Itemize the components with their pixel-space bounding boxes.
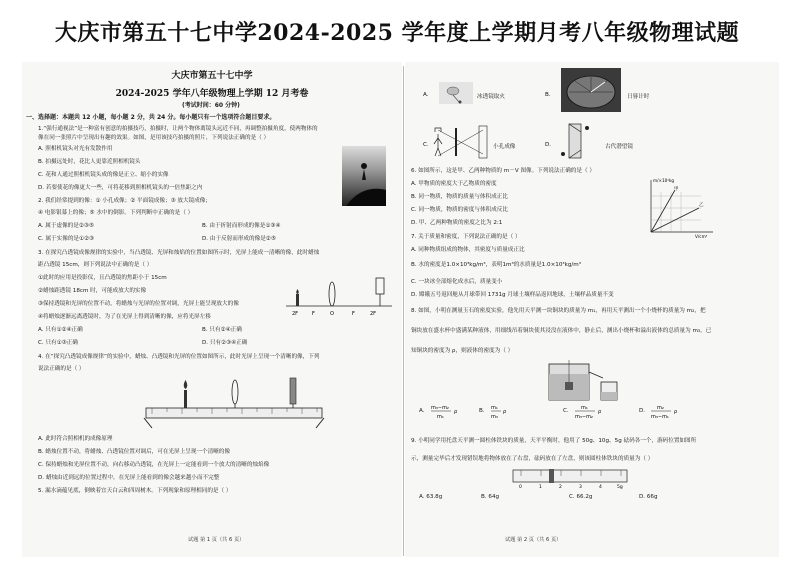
section-heading: 一、选择题：本题共 12 小题，每小题 2 分，共 24 分。每小题只有一个选项符合题目要求。 [26,114,276,121]
q1-line-2: 像在同一张照片中呈现出有趣的效果。如图，是用该技巧拍摄的照片，下列说法正确的是（ ） [38,135,270,141]
q8-option-a-formula [429,402,473,422]
q5-option-b-label: 日晷计时 [627,94,650,100]
q8-option-a: A. [419,408,425,414]
q3-line-1: 3. 在探究凸透镜成像规律的实验中，当凸透镜、光屏和烛焰的位置如图所示时，光屏上能成一清晰的像，此时蜡烛 [38,250,320,256]
svg-text:m₃: m₃ [491,414,498,420]
q1-photo [342,146,386,206]
q7-line: 7. 关于质量和密度，下列说法正确的是（ ） [411,234,521,240]
svg-text:ρ: ρ [598,409,602,415]
q9-option-c: C. 66.2g [569,494,593,500]
q4-option-c: C. 保持蜡烛和光屏位置不动，向右移动凸透镜，在光屏上一定能看到一个放大的清晰的烛焰像 [38,462,270,468]
q3-option-c: C. 只有①③正确 [38,340,78,346]
q8-overflow-cup-diagram [545,358,645,404]
svg-text:4: 4 [599,485,602,490]
q5-option-d-image [555,122,599,162]
q5-option-a-label: 冰透镜取火 [477,94,505,100]
svg-text:F: F [352,311,355,317]
q4-option-a: A. 此时符合照相机的成像原理 [38,436,113,442]
q3-line-2: 距凸透镜 15cm，则下列说法中正确的是（ ） [38,262,153,268]
q4-line-1: 4. 在“探究凸透镜成像规律”的实验中，蜡烛、凸透镜和光屏的位置如图所示，此时光屏上呈现一个清晰的像，下列 [38,354,320,360]
q8-option-c-formula [573,402,617,422]
q5-option-c-letter: C. [423,142,429,148]
q2-option-b: B. 由于折射而形成的像是①③④ [202,223,281,229]
svg-text:2F: 2F [370,311,377,317]
q1-option-d: D. 若要使花的像更大一些，可将花移到照相机镜头的一倍焦距之内 [38,185,203,191]
q2-line-1: 2. 我们经常提到的像：① 小孔成像；② 平面镜成像；③ 放大镜成像； [38,198,211,204]
svg-text:5g: 5g [617,485,623,490]
q7-option-d: D. 嫦娥五号返回舱从月球带回 1731g 月球土壤样品返回地球，土壤样品质量不变 [411,292,614,298]
svg-text:F: F [312,311,315,317]
graph-series-jia: 甲 [674,187,679,192]
q1-option-c: C. 花和人通过照相机镜头成的像是正立、缩小的实像 [38,172,169,178]
svg-text:2F: 2F [292,311,299,317]
q8-line-2: 铜块放在盛水杯中盛满某种液体，用细线吊着铜块使其浸没在液体中，静止后，测出小烧杯和溢出液体的总质量为 m₃，已 [411,328,712,334]
q7-option-b: B. 水的密度是1.0×10³kg/m³，表明1m³的水质量是1.0×10³kg/m³ [411,262,581,268]
q5-line: 5. 漏水滴蕴见底，倒映着宜天白云和四周树木。下列现象和原理相同的是（ ） [38,488,232,494]
q8-line-3: 知铜块的密度为 ρ，则液体的密度为（ ） [411,348,514,354]
q2-option-c: C. 属于实像的是①②③ [38,236,95,242]
q1-option-a: A. 照相机镜头对光有发散作用 [38,146,113,152]
q1-line-1: 1.“强行通视法”是一种富有创意的拍摄技巧，拍摄时，让两个物体离镜头远近不同，再调整拍摄角度，使两物体的 [38,126,318,132]
school-name: 大庆市第五十七中学 [171,71,253,81]
graph-x-label: V/cm³ [695,234,708,238]
svg-text:m₃−m₂: m₃−m₂ [431,405,449,411]
q5-option-a-image [439,82,473,104]
q3-item-3: ③保持透镜和光屏的位置不动，将蜡烛与光屏的位置对调，光屏上能呈现放大的像 [38,301,239,307]
q5-option-c-label: 小孔成像 [493,144,516,150]
svg-text:2: 2 [559,485,562,490]
svg-text:m₁: m₁ [581,405,588,411]
q2-option-d: D. 由于反射而形成的像是②⑤ [202,236,276,242]
graph-y-label: m/×10²kg [653,178,675,183]
q8-option-d: D. [639,408,646,414]
q8-line-1: 8. 如图，小明在测量玉石的密度实验，他先用天平测一块铜块的质量为 m₁，再用天平测出一个小烧杯的质量为 m₂，把 [411,308,706,314]
svg-text:m₃−m₂: m₃−m₂ [575,414,593,420]
q9-option-a: A. 63.8g [419,494,443,500]
q6-option-d: D. 甲、乙两种物质的密度之比为 2:1 [411,220,503,226]
exam-duration: (考试时间：60 分钟) [182,102,240,109]
q8-option-b: B. [479,408,485,414]
q3-item-1: ①此时的应用是投影仪，且凸透镜的焦距小于 15cm [38,275,167,281]
q3-item-2: ②蜡烛距透镜 18cm 时，可能成放大的实像 [38,288,147,294]
q5-option-c-image [433,124,489,160]
svg-text:1: 1 [539,485,542,490]
svg-text:0: 0 [519,485,522,490]
q1-photo-figure [342,146,386,206]
svg-text:ρ: ρ [454,409,458,415]
banner-title: 大庆市第五十七中学2024-2025 学年度上学期月考八年级物理试题 [54,19,740,46]
page-footer-right: 试题 第 2 页（共 6 页） [505,537,562,543]
q4-option-b: B. 蜡烛位置不动，将蜡烛、凸透镜位置对调后，可在光屏上呈现一个清晰的像 [38,449,230,455]
svg-text:O: O [330,311,334,317]
q9-option-b: B. 64g [481,494,500,500]
q6-option-c: C. 同一物质，物质的密度与体积成反比 [411,207,508,213]
svg-text:m₁: m₁ [491,405,498,411]
q7-option-c: C. 一块冰全部熔化成水后，质量变小 [411,279,503,285]
svg-text:ρ: ρ [503,409,507,415]
q9-balance-ruler [511,466,631,490]
q8-option-d-formula [649,402,693,422]
graph-series-yi: 乙 [699,203,704,208]
q5-option-d-letter: D. [545,142,552,148]
page-divider [403,66,404,556]
q4-option-d: D. 蜡烛由近到远的位置过程中，在光屏上能看到的像会越来越小而不完整 [38,475,220,481]
q2-line-2: ④ 电影银幕上的像；⑤ 水中的倒影。下列判断中正确的是（ ） [38,210,194,216]
q3-optical-bench-diagram [284,272,394,318]
svg-text:ρ: ρ [674,409,678,415]
exam-page-left [22,62,402,557]
q3-option-b: B. 只有②④正确 [202,327,242,333]
q5-option-b-image [561,68,621,112]
q1-option-b: B. 拍摄远处时，花比人更靠近照相机镜头 [38,159,141,165]
q8-option-c: C. [563,408,569,414]
q2-option-a: A. 属于虚像的是②③⑤ [38,223,94,229]
q9-line-2: 示，测量完毕后才发现错误地将物体放在了右盘，砝码放在了左盘，则该圆柱体铁块的质量为（ ） [411,456,654,462]
q6-option-a: A. 甲物质的密度大于乙物质的密度 [411,181,497,187]
q8-option-b-formula [489,402,533,422]
q9-option-d: D. 66g [639,494,658,500]
exam-title: 2024-2025 学年八年级物理上学期 12 月考卷 [115,89,309,99]
page-footer-left: 试题 第 1 页（共 6 页） [188,537,245,543]
q6-line: 6. 如图所示，这是甲、乙两种物质的 m－V 图像。下列说法正确的是（ ） [411,168,595,174]
q5-option-a-letter: A. [423,92,429,98]
exam-page-right [405,62,779,557]
q4-line-2: 说法正确的是（ ） [38,366,85,372]
q7-option-a: A. 同种物质组成的物体，其密度与质量成正比 [411,247,525,253]
q9-line-1: 9. 小明同学用托盘天平测一圆柱体铁块的质量，天平平衡时，他用了 50g、10g、5g 砝码各一个，游码位置如图所 [411,438,697,444]
svg-text:m₁: m₁ [437,414,444,420]
svg-text:m₃−m₁: m₃−m₁ [651,414,669,420]
q3-item-4: ④将蜡烛逐渐远离透镜时，为了在光屏上得到清晰的像，应将光屏左移 [38,314,211,320]
svg-text:3: 3 [579,485,582,490]
q6-option-b: B. 同一物质，物质的质量与体积成正比 [411,194,508,200]
q5-option-d-label: 古代潜望镜 [605,144,633,150]
q5-option-b-letter: B. [545,92,551,98]
q6-mass-volume-graph [637,176,717,238]
q3-option-a: A. 只有①②④正确 [38,327,83,333]
document-banner [0,0,794,62]
q3-option-d: D. 只有②③④正确 [202,340,248,346]
q4-optical-bench-diagram [142,374,327,432]
svg-text:m₂: m₂ [657,405,664,411]
